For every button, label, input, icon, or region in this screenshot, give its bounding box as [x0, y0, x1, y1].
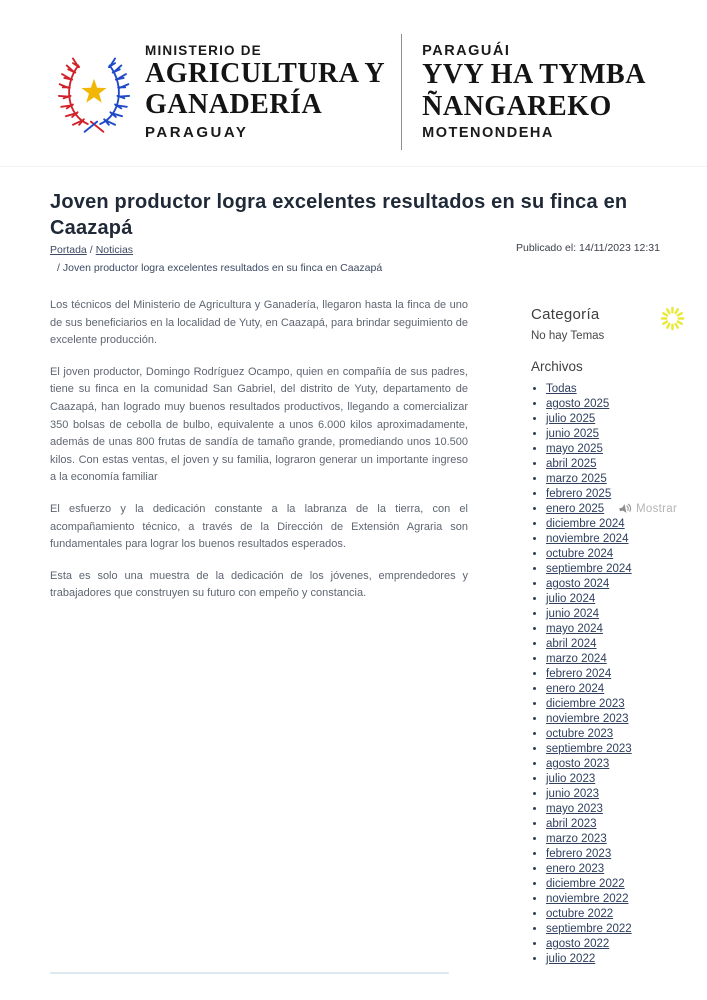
- archive-item: [546, 772, 703, 787]
- archive-link[interactable]: mayo 2025: [546, 443, 603, 455]
- archive-item: [546, 472, 703, 487]
- archive-link[interactable]: enero 2023: [546, 863, 605, 875]
- loading-spinner-icon: [659, 305, 686, 332]
- breadcrumb-link-noticias[interactable]: Noticias: [95, 244, 134, 256]
- archive-link[interactable]: noviembre 2023: [546, 713, 629, 725]
- archive-link[interactable]: mayo 2023: [546, 803, 603, 815]
- logo-divider: [401, 34, 402, 150]
- archive-item: [546, 727, 703, 742]
- archive-item: [546, 652, 703, 667]
- archive-item: [546, 442, 703, 457]
- archive-link[interactable]: febrero 2024: [546, 668, 612, 680]
- archive-link[interactable]: noviembre 2022: [546, 893, 629, 905]
- archive-link[interactable]: mayo 2024: [546, 623, 603, 635]
- category-empty-text: No hay Temas: [531, 330, 605, 342]
- archive-item: [546, 757, 703, 772]
- archive-item: [546, 862, 703, 877]
- archive-item: [546, 832, 703, 847]
- article-body: [50, 297, 468, 617]
- archive-link[interactable]: abril 2024: [546, 638, 597, 650]
- archive-item: [546, 847, 703, 862]
- archive-link[interactable]: octubre 2024: [546, 548, 614, 560]
- archive-link[interactable]: julio 2024: [546, 593, 596, 605]
- archive-item: [546, 607, 703, 622]
- archive-link[interactable]: diciembre 2023: [546, 698, 625, 710]
- archive-link[interactable]: junio 2025: [546, 428, 600, 440]
- archive-link[interactable]: enero 2025: [546, 503, 605, 515]
- header-divider: [0, 166, 707, 167]
- mag-logo[interactable]: [55, 33, 385, 151]
- archive-item: [546, 562, 703, 577]
- archive-item: [546, 907, 703, 922]
- archives-heading: Archivos: [531, 359, 583, 374]
- archive-item: [546, 592, 703, 607]
- archive-link[interactable]: julio 2023: [546, 773, 596, 785]
- article-paragraph: El esfuerzo y la dedicación constante a la labranza de la tierra, con el acompañamiento técnico, a través de la Dirección de Extensión Agraria son fundamentales para lograr los buenos resultados esperados.: [50, 502, 468, 551]
- archive-link[interactable]: agosto 2023: [546, 758, 610, 770]
- archive-link[interactable]: diciembre 2024: [546, 518, 625, 530]
- star-icon: [81, 79, 106, 103]
- logo-line-nangareko: ÑANGAREKO: [422, 90, 612, 122]
- archive-item: [546, 712, 703, 727]
- article-paragraph: El joven productor, Domingo Rodríguez Ocampo, quien en compañía de sus padres, tiene su finca en la comunidad San Gabriel, del distrito de Yuty, departamento de Caazapá, han logrado muy buenos resultados productivos, llegando a comercializar 350 bolsas de cebolla de bulbo, equivalente a unos 6.000 kilos aproximadamente, además de unas 800 frutas de sandía de tamaño grande, promediando unos 10.500 kilos. Con estas ventas, el joven y su familia, lograron generar un importante ingreso a la economía familiar: [50, 365, 468, 484]
- archive-item: [546, 817, 703, 832]
- page-title: Joven productor logra excelentes resultados en su finca en Caazapá: [50, 191, 628, 240]
- archive-link[interactable]: octubre 2022: [546, 908, 614, 920]
- archive-link[interactable]: marzo 2024: [546, 653, 607, 665]
- archive-link[interactable]: Todas: [546, 383, 577, 395]
- archive-link[interactable]: enero 2024: [546, 683, 605, 695]
- archive-item: [546, 382, 703, 397]
- article-paragraph: Esta es solo una muestra de la dedicación de los jóvenes, emprendedores y trabajadores que construyen su futuro con empeño y constancia.: [50, 569, 468, 600]
- archive-link[interactable]: abril 2025: [546, 458, 597, 470]
- archive-item: [546, 427, 703, 442]
- archive-link[interactable]: junio 2024: [546, 608, 600, 620]
- archive-item: [546, 457, 703, 472]
- guarani-logo-text: [422, 43, 646, 141]
- archive-item: [546, 697, 703, 712]
- archive-item: [546, 892, 703, 907]
- archive-link[interactable]: abril 2023: [546, 818, 597, 830]
- archive-link[interactable]: agosto 2024: [546, 578, 610, 590]
- archive-link[interactable]: agosto 2025: [546, 398, 610, 410]
- category-heading: Categoría: [531, 306, 600, 323]
- archive-link[interactable]: julio 2022: [546, 953, 596, 965]
- logo-line-agricultura: AGRICULTURA Y: [145, 57, 386, 89]
- archive-item: [546, 937, 703, 952]
- archive-link[interactable]: octubre 2023: [546, 728, 614, 740]
- archive-item: [546, 412, 703, 427]
- breadcrumb-current: Joven productor logra excelentes resultados en su finca en Caazapá: [62, 262, 383, 275]
- archive-item: [546, 922, 703, 937]
- archive-item: [546, 787, 703, 802]
- mostrar-tooltip: [616, 500, 681, 517]
- breadcrumb-link-portada[interactable]: Portada: [50, 244, 87, 256]
- archive-item: [546, 682, 703, 697]
- archive-link[interactable]: junio 2023: [546, 788, 600, 800]
- archive-item: [546, 577, 703, 592]
- archive-link[interactable]: marzo 2023: [546, 833, 607, 845]
- archive-item: [546, 397, 703, 412]
- coat-of-arms-wreath-icon: [55, 33, 133, 151]
- breadcrumb-separator: /: [89, 244, 93, 256]
- archive-item: [546, 622, 703, 637]
- archive-item: [546, 637, 703, 652]
- logo-line-ministerio: MINISTERIO DE: [145, 42, 262, 58]
- published-date: Publicado el: 14/11/2023 12:31: [515, 242, 660, 254]
- article-paragraph: Los técnicos del Ministerio de Agricultura y Ganadería, llegaron hasta la finca de uno de sus beneficiarios en la localidad de Yuty, en Caazapá, para brindar seguimiento de excelente producción.: [50, 299, 468, 347]
- mag-logo-text: [145, 43, 385, 142]
- archive-link[interactable]: febrero 2023: [546, 848, 612, 860]
- archive-link[interactable]: septiembre 2022: [546, 923, 632, 935]
- archive-item: [546, 517, 703, 532]
- archive-link[interactable]: febrero 2025: [546, 488, 612, 500]
- archive-item: [546, 952, 703, 967]
- sidebar: [531, 306, 703, 967]
- logo-line-paraguay: PARAGUAY: [145, 124, 249, 142]
- site-header: [55, 33, 646, 151]
- speaker-icon: [617, 500, 635, 518]
- logo-line-paraguai: PARAGUÁI: [422, 43, 511, 60]
- breadcrumb-separator: /: [57, 262, 60, 275]
- logo-line-yvy: YVY HA TYMBA: [422, 59, 646, 91]
- archives-list: [531, 382, 703, 967]
- archive-link[interactable]: septiembre 2024: [546, 563, 632, 575]
- archive-item: [546, 802, 703, 817]
- archive-link[interactable]: marzo 2025: [546, 473, 607, 485]
- archive-link[interactable]: agosto 2022: [546, 938, 610, 950]
- archive-link[interactable]: julio 2025: [546, 413, 596, 425]
- archive-item: [546, 877, 703, 892]
- archive-item: [546, 532, 703, 547]
- archive-item: [546, 667, 703, 682]
- archive-link[interactable]: noviembre 2024: [546, 533, 629, 545]
- breadcrumb: [50, 241, 510, 278]
- archive-item: [546, 742, 703, 757]
- logo-line-motenondeha: MOTENONDEHA: [422, 124, 554, 141]
- archive-item: [546, 547, 703, 562]
- mostrar-label: Mostrar: [636, 502, 678, 515]
- archive-link[interactable]: diciembre 2022: [546, 878, 625, 890]
- footer-divider: [50, 972, 449, 974]
- archive-link[interactable]: septiembre 2023: [546, 743, 632, 755]
- logo-line-ganaderia: GANADERÍA: [145, 89, 323, 120]
